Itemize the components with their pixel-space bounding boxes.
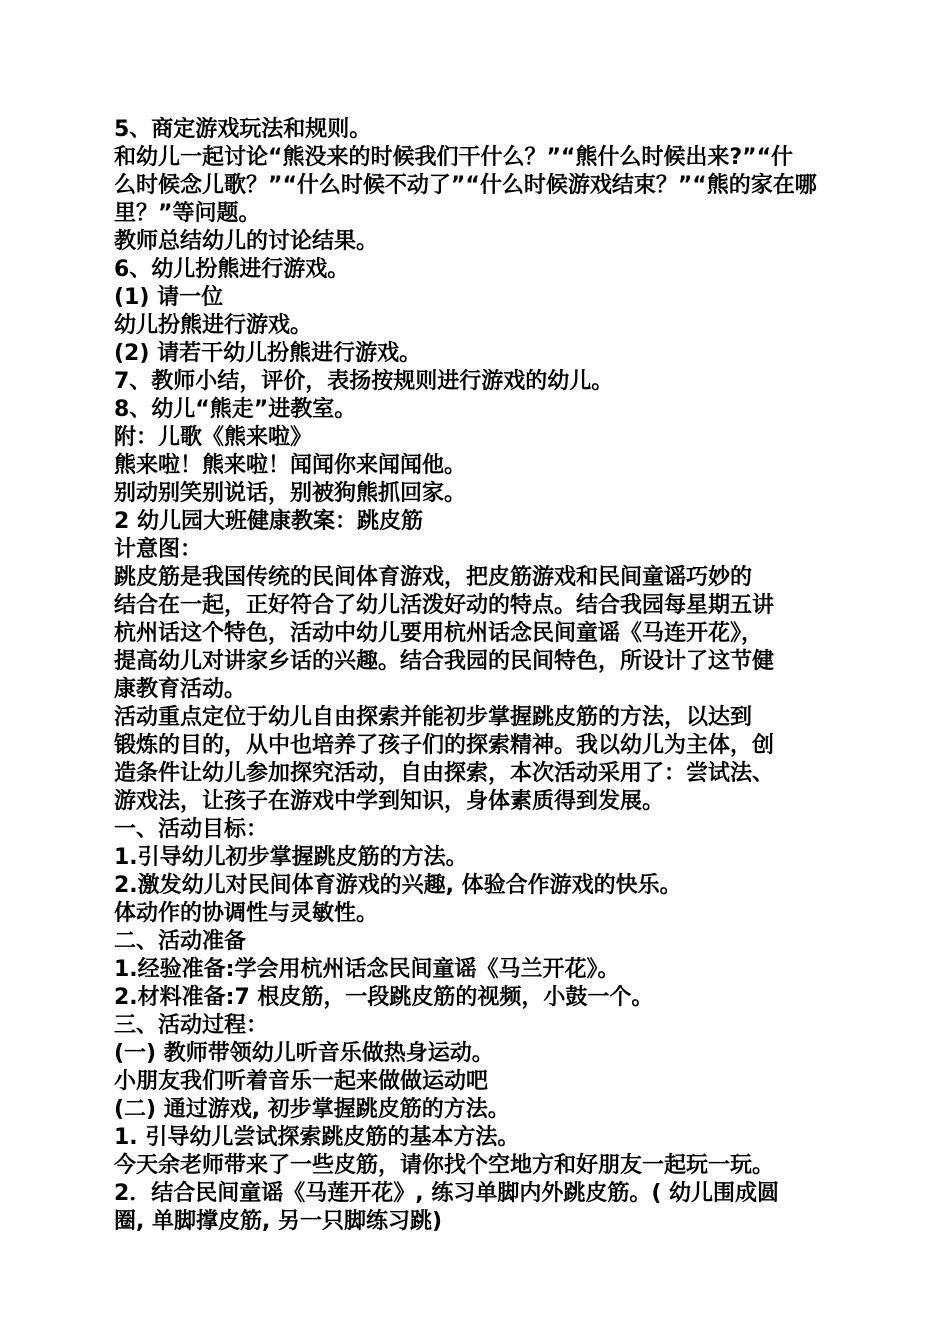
text-line: 体动作的协调性与灵敏性。	[114, 901, 379, 926]
text-line: 计意图：	[114, 537, 203, 562]
text-line: 康教育活动。	[114, 677, 247, 702]
text-line: 活动重点定位于幼儿自由探索并能初步掌握跳皮筋的方法，以达到	[114, 705, 753, 730]
text-line: 1. 引导幼儿尝试探索跳皮筋的基本方法。	[114, 1125, 520, 1150]
text-line: (二) 通过游戏, 初步掌握跳皮筋的方法。	[114, 1097, 510, 1122]
text-line: 2．结合民间童谣《马莲开花》, 练习单脚内外跳皮筋。( 幼儿围成圆	[114, 1181, 780, 1206]
text-line: (2) 请若干幼儿扮熊进行游戏。	[114, 341, 422, 366]
text-line: 么时候念儿歌？”“什么时候不动了”“什么时候游戏结束？”“熊的家在哪	[114, 173, 817, 198]
text-line: 5、商定游戏玩法和规则。	[114, 117, 372, 142]
text-line: 7、教师小结，评价，表扬按规则进行游戏的幼儿。	[114, 369, 614, 394]
document-body	[114, 116, 844, 1236]
text-line: 游戏法，让孩子在游戏中学到知识，身体素质得到发展。	[114, 789, 665, 814]
text-line: 1.引导幼儿初步掌握跳皮筋的方法。	[114, 845, 468, 870]
text-line: 2.激发幼儿对民间体育游戏的兴趣, 体验合作游戏的快乐。	[114, 873, 682, 898]
text-line: 8、幼儿“熊走”进教室。	[114, 397, 357, 422]
text-line: 杭州话这个特色，活动中幼儿要用杭州话念民间童谣《马连开花》，	[114, 621, 764, 646]
text-line: 今天余老师带来了一些皮筋，请你找个空地方和好朋友一起玩一玩。	[114, 1153, 775, 1178]
text-line: 别动别笑别说话，别被狗熊抓回家。	[114, 481, 467, 506]
text-line: 6、幼儿扮熊进行游戏。	[114, 257, 350, 282]
text-line: 2.材料准备:7 根皮筋，一段跳皮筋的视频，小鼓一个。	[114, 985, 654, 1010]
text-line: 幼儿扮熊进行游戏。	[114, 313, 313, 338]
text-line: 教师总结幼儿的讨论结果。	[114, 229, 379, 254]
text-line: 造条件让幼儿参加探究活动，自由探索，本次活动采用了：尝试法、	[114, 761, 775, 786]
text-line: 提高幼儿对讲家乡话的兴趣。结合我园的民间特色，所设计了这节健	[114, 649, 775, 674]
text-line: 锻炼的目的，从中也培养了孩子们的探索精神。我以幼儿为主体，创	[114, 733, 775, 758]
text-line: 熊来啦！熊来啦！闻闻你来闻闻他。	[114, 453, 467, 478]
text-line: 里？”等问题。	[114, 201, 261, 226]
text-line: 2 幼儿园大班健康教案：跳皮筋	[114, 509, 423, 534]
text-line: 跳皮筋是我国传统的民间体育游戏，把皮筋游戏和民间童谣巧妙的	[114, 565, 753, 590]
text-line: 结合在一起，正好符合了幼儿活泼好动的特点。结合我园每星期五讲	[114, 593, 775, 618]
text-line: 一、活动目标：	[114, 817, 269, 842]
text-line: 小朋友我们听着音乐一起来做做运动吧	[114, 1069, 489, 1094]
text-line: 圈, 单脚撑皮筋, 另一只脚练习跳)	[114, 1209, 443, 1234]
text-line: 附：儿歌《熊来啦》	[114, 425, 313, 450]
text-line: 和幼儿一起讨论“熊没来的时候我们干什么？”“熊什么时候出来?”“什	[114, 145, 794, 170]
text-line: 1.经验准备:学会用杭州话念民间童谣《马兰开花》。	[114, 957, 620, 982]
text-line: (一) 教师带领幼儿听音乐做热身运动。	[114, 1041, 494, 1066]
text-line: (1) 请一位	[114, 285, 224, 310]
text-line: 二、活动准备	[114, 929, 247, 954]
text-line: 三、活动过程：	[114, 1013, 269, 1038]
